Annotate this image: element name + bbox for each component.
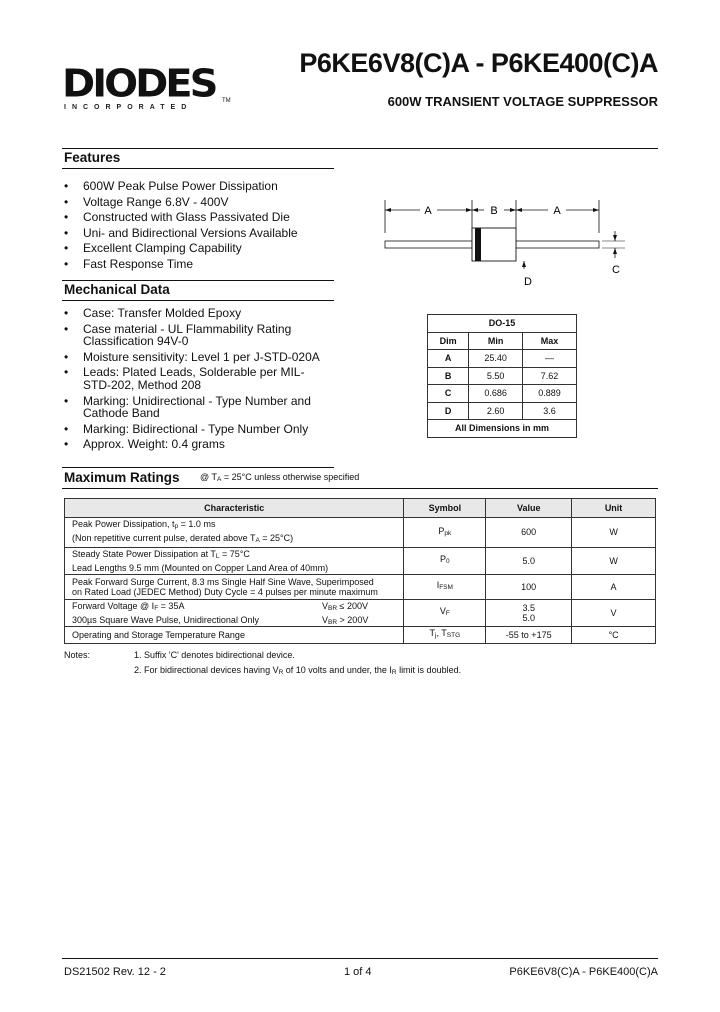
characteristic-cell — [65, 575, 404, 600]
company-logo — [62, 64, 232, 114]
logo-subtext: INCORPORATED — [64, 104, 193, 111]
cell-text: (Non repetitive current pulse, derated above T — [72, 532, 256, 543]
dim-cell: 0.889 — [523, 385, 577, 403]
symbol-sub: F — [445, 610, 450, 618]
unit-cell: W — [572, 518, 656, 548]
ratings-col-header: Symbol — [404, 499, 486, 518]
table-header-row — [65, 499, 656, 518]
logo-wordmark: DIODES — [62, 62, 216, 106]
condition-text: @ T — [200, 472, 217, 482]
dim-cell: 7.62 — [523, 367, 577, 385]
table-row — [65, 518, 656, 548]
cell-text: 300µs Square Wave Pulse, Unidirectional Only — [72, 614, 259, 625]
value-text: 3.5 — [522, 602, 535, 613]
lead-left — [385, 241, 472, 248]
ratings-heading: Maximum Ratings — [64, 470, 180, 485]
ratings-bottom-rule — [62, 488, 658, 489]
ratings-top-rule — [62, 467, 334, 468]
dim-label-a: A — [424, 205, 432, 217]
symbol-sub: pk — [444, 529, 452, 537]
footer-doc-id: DS21502 Rev. 12 - 2 — [64, 966, 166, 978]
symbol-text: P — [438, 525, 445, 536]
table-row — [428, 385, 577, 403]
ratings-col-header: Value — [486, 499, 572, 518]
dim-cell: B — [428, 367, 469, 385]
document-title: P6KE6V8(C)A - P6KE400(C)A — [299, 48, 658, 78]
note-item — [134, 663, 461, 680]
ratings-condition — [200, 472, 359, 483]
footer-part-number: P6KE6V8(C)A - P6KE400(C)A — [509, 966, 658, 978]
symbol-sub: FSM — [439, 584, 453, 592]
dim-cell: 2.60 — [469, 402, 523, 420]
cell-sub: A — [255, 536, 260, 544]
arrowhead — [516, 208, 522, 212]
dim-label-b: B — [490, 205, 498, 217]
dim-footer: All Dimensions in mm — [428, 420, 577, 438]
dim-cell: 25.40 — [469, 350, 523, 368]
dim-cell: D — [428, 402, 469, 420]
cathode-band — [475, 228, 481, 261]
notes-label: Notes: — [64, 650, 91, 660]
table-row — [65, 548, 656, 575]
table-row — [428, 402, 577, 420]
condition-text: = 25°C unless otherwise specified — [221, 472, 360, 482]
arrowhead — [510, 208, 516, 212]
dim-cell: 5.50 — [469, 367, 523, 385]
cell-text: = 75°C — [219, 549, 250, 559]
cell-sub: p — [174, 523, 179, 530]
cell-text: Forward Voltage @ I — [72, 601, 155, 611]
feature-item: • Excellent Clamping Capability — [62, 241, 334, 257]
cell-text: ≤ 200V — [337, 601, 369, 611]
mechanical-top-rule — [62, 280, 334, 281]
dim-cell: C — [428, 385, 469, 403]
dim-col-header: Min — [469, 332, 523, 350]
features-bottom-rule — [62, 168, 334, 169]
dim-cell: 3.6 — [523, 402, 577, 420]
note-text: limit is doubled. — [396, 665, 462, 675]
feature-item: • Constructed with Glass Passivated Die — [62, 210, 334, 226]
cell-sub: BR — [328, 618, 338, 626]
symbol-text: V — [439, 606, 446, 617]
note-sub: R — [391, 669, 397, 676]
arrowhead — [472, 208, 478, 212]
arrowhead — [385, 208, 391, 212]
features-top-rule — [62, 148, 658, 149]
characteristic-lines — [72, 601, 403, 625]
dim-col-header: Dim — [428, 332, 469, 350]
notes-body — [134, 648, 461, 680]
cell-text: V — [322, 614, 329, 625]
note-item: 1. Suffix 'C' denotes bidirectional device. — [134, 650, 295, 660]
ratings-col-header: Unit — [572, 499, 656, 518]
features-list — [62, 179, 334, 273]
document-subtitle: 600W TRANSIENT VOLTAGE SUPPRESSOR — [387, 94, 658, 109]
characteristic-cell: Operating and Storage Temperature Range — [65, 627, 404, 644]
arrowhead — [593, 208, 599, 212]
dim-label-a2: A — [553, 205, 561, 217]
feature-item: • 600W Peak Pulse Power Dissipation — [62, 179, 334, 195]
cell-text: on Rated Load (JEDEC Method) Duty Cycle = 4 pulses per minute maximum — [72, 587, 378, 597]
mechanical-item: • Case: Transfer Molded Epoxy — [62, 307, 324, 320]
unit-cell: A — [572, 575, 656, 600]
cell-text: V — [322, 601, 329, 611]
features-heading: Features — [64, 150, 121, 165]
symbol-text: , T — [436, 628, 447, 639]
cell-text: Peak Power Dissipation, t — [72, 519, 175, 529]
mechanical-item: • Marking: Unidirectional - Type Number and Cathode Band — [62, 395, 324, 420]
dim-label-d: D — [524, 276, 532, 288]
dim-label-c: C — [612, 264, 620, 276]
value-cell: 5.0 — [486, 548, 572, 575]
dimensions-table — [427, 314, 577, 438]
mechanical-list — [62, 307, 324, 451]
symbol-cell — [404, 627, 486, 644]
unit-cell: V — [572, 600, 656, 627]
package-outline-diagram — [380, 195, 630, 290]
symbol-sub: STG — [446, 632, 461, 640]
arrowhead — [613, 235, 617, 241]
mechanical-item: • Marking: Bidirectional - Type Number Only — [62, 423, 324, 436]
arrowhead — [613, 248, 617, 254]
footer-page-number: 1 of 4 — [344, 966, 372, 978]
mechanical-item: • Case material - UL Flammability Rating Classification 94V-0 — [62, 323, 324, 348]
mechanical-item: • Approx. Weight: 0.4 grams — [62, 438, 324, 451]
table-row — [428, 350, 577, 368]
mechanical-heading: Mechanical Data — [64, 282, 170, 297]
cell-text: = 25°C) — [259, 532, 294, 543]
symbol-text: P — [440, 554, 447, 565]
cell-text: = 35A — [158, 601, 185, 611]
cell-sub: L — [215, 553, 220, 560]
dim-col-header: Max — [523, 332, 577, 350]
symbol-cell — [404, 575, 486, 600]
cell-text: Peak Forward Surge Current, 8.3 ms Single Half Sine Wave, Superimposed — [72, 576, 374, 587]
ratings-col-header: Characteristic — [65, 499, 404, 518]
condition-sub: A — [216, 476, 222, 483]
characteristic-cell — [65, 518, 404, 548]
value-cell: 100 — [486, 575, 572, 600]
symbol-sub: j — [434, 632, 437, 640]
mechanical-bottom-rule — [62, 300, 334, 301]
feature-item: • Fast Response Time — [62, 257, 334, 273]
note-text: 2. For bidirectional devices having V — [134, 665, 279, 675]
symbol-cell — [404, 548, 486, 575]
ratings-table — [64, 498, 656, 644]
logo-trademark: TM — [222, 98, 231, 104]
cell-text: Lead Lengths 9.5 mm (Mounted on Copper Land Area of 40mm) — [72, 562, 329, 573]
dim-cell: A — [428, 350, 469, 368]
arrowhead — [522, 261, 526, 267]
note-sub: R — [278, 669, 284, 676]
cell-text: > 200V — [337, 614, 369, 625]
arrowhead — [466, 208, 472, 212]
cell-sub: BR — [328, 605, 338, 612]
symbol-text: T — [429, 628, 435, 639]
package-name: DO-15 — [428, 315, 577, 333]
voltage-conditions — [322, 601, 368, 628]
cell-text: Steady State Power Dissipation at T — [72, 549, 216, 559]
value-cell — [486, 600, 572, 627]
mechanical-item: • Leads: Plated Leads, Solderable per MIL-STD-202, Method 208 — [62, 366, 324, 391]
symbol-cell — [404, 518, 486, 548]
table-row — [65, 627, 656, 644]
characteristic-cell — [65, 600, 404, 627]
table-row — [65, 600, 656, 627]
feature-item: • Voltage Range 6.8V - 400V — [62, 195, 334, 211]
symbol-text: I — [436, 580, 440, 591]
value-text: 5.0 — [522, 613, 535, 623]
note-text: of 10 volts and under, the I — [283, 665, 392, 675]
symbol-sub: 0 — [446, 558, 450, 566]
dim-cell: — — [523, 350, 577, 368]
footer-rule — [62, 958, 658, 959]
table-row — [428, 367, 577, 385]
lead-right — [516, 241, 599, 248]
symbol-cell — [404, 600, 486, 627]
dim-cell: 0.686 — [469, 385, 523, 403]
cell-sub: F — [154, 605, 159, 612]
unit-cell: °C — [572, 627, 656, 644]
table-row — [65, 575, 656, 600]
characteristic-cell — [65, 548, 404, 575]
unit-cell: W — [572, 548, 656, 575]
value-cell: 600 — [486, 518, 572, 548]
value-cell: -55 to +175 — [486, 627, 572, 644]
mechanical-item: • Moisture sensitivity: Level 1 per J-STD-020A — [62, 351, 324, 364]
cell-text: = 1.0 ms — [178, 519, 216, 529]
feature-item: • Uni- and Bidirectional Versions Available — [62, 226, 334, 242]
